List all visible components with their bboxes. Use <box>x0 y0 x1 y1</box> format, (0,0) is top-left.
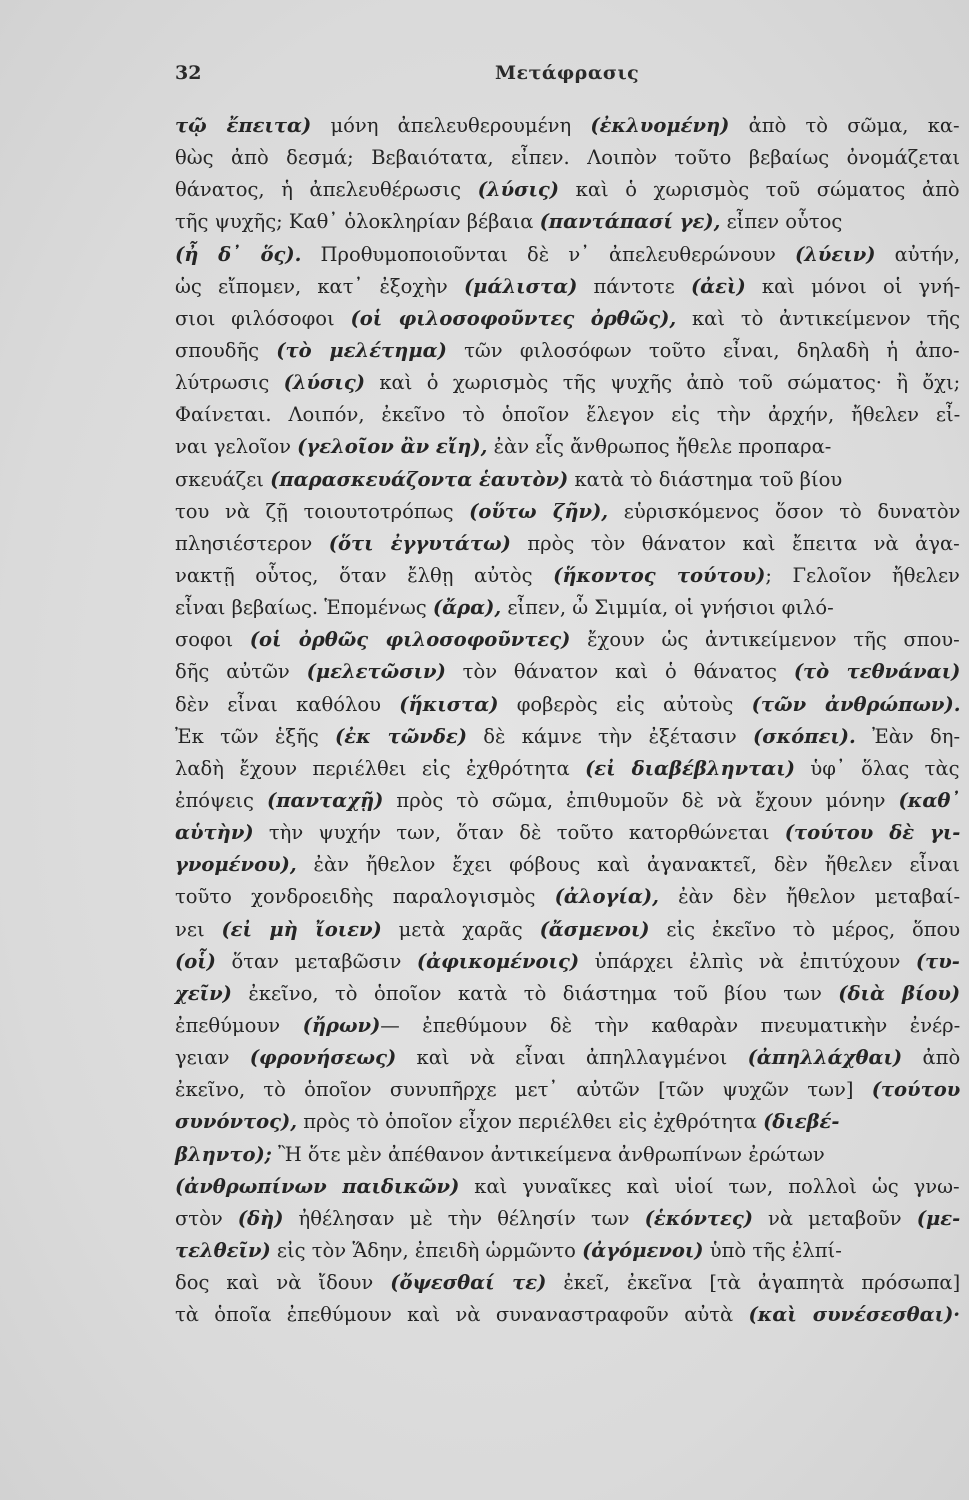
translation-text: ναι γελοῖον <box>175 435 298 459</box>
translation-text: νὰ μεταβοῦν <box>752 1206 917 1230</box>
translation-text: καὶ νὰ εἶναι ἀπηλλαγμένοι <box>396 1046 748 1070</box>
greek-original-term: (καὶ συνέσεσθαι)· <box>748 1303 961 1327</box>
greek-original-term: (διεβέ- <box>763 1110 840 1134</box>
greek-original-term: (μάλιστα) <box>463 274 578 298</box>
greek-original-term: (δὴ) <box>237 1206 284 1230</box>
text-line <box>175 1267 965 1299</box>
text-line <box>175 464 965 496</box>
text-line <box>175 174 965 206</box>
text-line <box>175 303 965 335</box>
translation-text: τῶν φιλοσόφων τοῦτο εἶναι, δηλαδὴ ἡ ἀπο- <box>446 338 960 362</box>
translation-text: τῆς ψυχῆς; Καθ᾽ ὁλοκληρίαν βέβαια <box>175 210 540 234</box>
translation-text: κατὰ τὸ διάστημα τοῦ βίου <box>568 467 843 491</box>
translation-text: Προθυμοποιοῦνται δὲ ν᾽ ἀπελευθερώνουν <box>301 242 795 266</box>
greek-original-term: (τούτου δὲ γι- <box>784 821 961 845</box>
translation-text: καὶ μόνοι οἱ γνή- <box>745 274 961 298</box>
greek-original-term: (ἐκλυομένη) <box>590 114 730 137</box>
greek-original-term: (διὰ βίου) <box>838 981 961 1005</box>
translation-text: ἐὰν δὲν ἤθελον μεταβαί- <box>658 885 961 909</box>
translation-text: ἐπόψεις <box>175 788 267 812</box>
translation-text: ἐκεῖ, ἐκεῖνα [τὰ ἀγαπητὰ πρόσωπα] <box>546 1271 961 1295</box>
text-line <box>175 496 965 528</box>
text-line <box>175 1235 965 1267</box>
translation-text: φοβερὸς εἰς αὐτοὺς <box>498 692 752 716</box>
text-line <box>175 656 965 688</box>
text-line <box>175 946 965 978</box>
text-line <box>175 1299 965 1331</box>
greek-original-term: χεῖν) <box>175 981 232 1005</box>
translation-text: του νὰ ζῇ τοιουτοτρόπως <box>175 499 470 523</box>
greek-original-term: (φρονήσεως) <box>249 1046 397 1070</box>
text-line <box>175 817 965 849</box>
translation-text: τὰ ὁποῖα ἐπεθύμουν καὶ νὰ συναναστραφοῦν αὐτὰ <box>175 1303 749 1327</box>
greek-original-term: τελθεῖν) <box>175 1238 271 1262</box>
translation-text: θάνατος, ἡ ἀπελευθέρωσις <box>175 178 478 202</box>
greek-original-term: (ἀεὶ) <box>690 274 746 298</box>
translation-text: εὑρισκόμενος ὅσον τὸ δυνατὸν <box>608 499 961 523</box>
translation-text: καὶ τὸ ἀντικείμενον τῆς <box>676 306 961 330</box>
text-line <box>175 1042 965 1074</box>
greek-original-term: (ἄρα), <box>432 596 502 620</box>
text-line <box>175 271 965 303</box>
text-line <box>175 624 965 656</box>
text-line <box>175 753 965 785</box>
text-line <box>175 1106 965 1138</box>
translation-text: ἐκεῖνο, τὸ ὁποῖον κατὰ τὸ διάστημα τοῦ βίου των <box>231 981 839 1005</box>
greek-original-term: (ὅτι ἐγγυτάτω) <box>328 531 511 555</box>
greek-original-term: (σκόπει). <box>752 724 856 748</box>
text-line <box>175 528 965 560</box>
greek-original-term: (οἷ) <box>175 949 216 973</box>
text-line <box>175 849 965 881</box>
translation-text: ἐὰν εἷς ἄνθρωπος ἤθελε προπαρα- <box>487 435 832 459</box>
translation-text: Ἐὰν δη- <box>855 724 961 748</box>
translation-text: μόνη ἀπελευθερουμένη <box>311 114 591 137</box>
text-line <box>175 1171 965 1203</box>
translation-text: τὴν ψυχήν των, ὅταν δὲ τοῦτο κατορθώνεται <box>253 821 785 845</box>
translation-text: δὲν εἶναι καθόλου <box>175 692 400 716</box>
translation-text: ἐὰν ἤθελον ἔχει φόβους καὶ ἀγανακτεῖ, δὲν ἤθελεν εἶναι <box>296 853 960 877</box>
greek-original-term: (ἥκοντος τούτου) <box>553 563 766 587</box>
greek-original-term: (οἱ ὀρθῶς φιλοσοφοῦντες) <box>249 628 571 652</box>
translation-text: ἐκεῖνο, τὸ ὁποῖον συνυπῆρχε μετ᾽ αὐτῶν [τῶν ψυχῶν των] <box>175 1078 872 1102</box>
translation-text: καὶ γυναῖκες καὶ υἱοί των, πολλοὶ ὡς γνω- <box>459 1174 960 1198</box>
translation-text: ὑφ᾽ ὅλας τὰς <box>794 756 960 780</box>
text-line <box>175 1203 965 1235</box>
greek-original-term: (εἰ μὴ ἴοιεν) <box>221 917 382 941</box>
body-text <box>175 110 965 1331</box>
greek-original-term: (τούτου <box>871 1078 961 1102</box>
text-line <box>175 721 965 753</box>
text-line <box>175 785 965 817</box>
translation-text: ὑπὸ τῆς ἐλπί- <box>703 1238 842 1262</box>
translation-text: Φαίνεται. Λοιπόν, ἐκεῖνο τὸ ὁποῖον ἔλεγον εἰς τὴν ἀρχήν, ἤθελεν εἶ- <box>175 403 961 427</box>
translation-text: εἶπεν οὗτος <box>720 210 843 234</box>
translation-text: ὡς εἴπομεν, κατ᾽ ἐξοχὴν <box>175 274 464 298</box>
translation-text: δὲ κάμνε τὴν ἐξέτασιν <box>466 724 753 748</box>
greek-original-term: συνόντος), <box>175 1110 297 1134</box>
greek-original-term: (λύσις) <box>477 178 560 202</box>
text-line <box>175 1010 965 1042</box>
text-line <box>175 335 965 367</box>
greek-original-term: (ἥκιστα) <box>399 692 499 716</box>
greek-original-term: (τυ- <box>915 949 960 973</box>
greek-original-term: (ἀλογία), <box>554 885 659 909</box>
translation-text: νει <box>175 917 222 941</box>
translation-text: — ἐπεθύμουν δὲ τὴν καθαρὰν πνευματικὴν ἐνέρ- <box>380 1013 961 1037</box>
greek-original-term: (μελετῶσιν) <box>306 660 446 684</box>
translation-text: ἠθέλησαν μὲ τὴν θέλησίν των <box>283 1206 645 1230</box>
text-line <box>175 431 965 463</box>
greek-original-term: (ἀφικομένοις) <box>416 949 580 973</box>
greek-original-term: αὑτὴν) <box>175 821 254 845</box>
translation-text: στὸν <box>175 1206 238 1230</box>
text-line <box>175 978 965 1010</box>
translation-text: λαδὴ ἔχουν περιέλθει εἰς ἐχθρότητα <box>175 756 586 780</box>
greek-original-term: (ἦ δ᾽ ὅς). <box>175 242 302 266</box>
translation-text: ὅταν μεταβῶσιν <box>215 949 417 973</box>
greek-original-term: (εἰ διαβέβληνται) <box>585 756 795 780</box>
text-line <box>175 239 965 271</box>
translation-text: δος καὶ νὰ ἴδουν <box>175 1271 391 1295</box>
translation-text: γειαν <box>175 1046 250 1070</box>
running-title: Μετάφρασις <box>495 62 640 84</box>
text-line <box>175 367 965 399</box>
translation-text: πρὸς τὸ ὁποῖον εἶχον περιέλθει εἰς ἐχθρότητα <box>297 1110 764 1134</box>
page-header <box>175 62 865 92</box>
translation-text: καὶ ὁ χωρισμὸς τῆς ψυχῆς ἀπὸ τοῦ σώματος· ἢ ὄχι; <box>364 371 961 395</box>
translation-text: εἰς ἐκεῖνο τὸ μέρος, ὅπου <box>649 917 961 941</box>
greek-original-term: (καθ᾽ <box>898 788 961 812</box>
text-line <box>175 560 965 592</box>
translation-text: Ἐκ τῶν ἑξῆς <box>175 724 336 748</box>
translation-text: θὼς ἀπὸ δεσμά; Βεβαιότατα, εἶπεν. Λοιπὸν τοῦτο βεβαίως ὀνομάζεται <box>175 146 961 170</box>
translation-text: πλησιέστερον <box>175 531 329 555</box>
translation-text: ὑπάρχει ἐλπὶς νὰ ἐπιτύχουν <box>579 949 916 973</box>
translation-text: σιοι φιλόσοφοι <box>175 306 351 330</box>
greek-original-term: (οἱ φιλοσοφοῦντες ὀρθῶς), <box>350 306 677 330</box>
greek-original-term: (τὸ τεθνάναι) <box>793 660 961 684</box>
translation-text: νακτῇ οὗτος, ὅταν ἔλθῃ αὐτὸς <box>175 563 554 587</box>
text-line <box>175 399 965 431</box>
translation-text: δῆς αὐτῶν <box>175 660 307 684</box>
greek-original-term: (τὸ μελέτημα) <box>276 338 447 362</box>
text-line <box>175 142 965 174</box>
translation-text: μετὰ χαρᾶς <box>381 917 540 941</box>
text-line <box>175 881 965 913</box>
greek-original-term: (ἐκ τῶνδε) <box>335 724 467 748</box>
greek-original-term: (πανταχῇ) <box>266 788 384 812</box>
translation-text: τὸν θάνατον καὶ ὁ θάνατος <box>445 660 794 684</box>
translation-text: ἔχουν ὡς ἀντικείμενον τῆς σπου- <box>570 628 960 652</box>
translation-text: πρὸς τὸν θάνατον καὶ ἔπειτα νὰ ἀγα- <box>510 531 960 555</box>
translation-text: καὶ ὁ χωρισμὸς τοῦ σώματος ἀπὸ <box>559 178 960 202</box>
text-line <box>175 1074 965 1106</box>
translation-text: λύτρωσις <box>175 371 284 395</box>
greek-original-term: (ἀνθρωπίνων παιδικῶν) <box>175 1174 460 1198</box>
translation-text: τοῦτο χονδροειδὴς παραλογισμὸς <box>175 885 555 909</box>
translation-text: σπουδῆς <box>175 338 277 362</box>
greek-original-term: (ἤρων) <box>302 1013 381 1037</box>
translation-text: ἀπὸ <box>902 1046 961 1070</box>
translation-text: σοφοι <box>175 628 250 652</box>
translation-text: εἶπεν, ὦ Σιμμία, οἱ γνήσιοι φιλό- <box>501 596 834 620</box>
translation-text: εἶναι βεβαίως. Ἑπομένως <box>175 596 433 620</box>
greek-original-term: (γελοῖον ἂν εἴη), <box>297 435 488 459</box>
translation-text: σκευάζει <box>175 467 271 491</box>
translation-text: εἰς τὸν Ἅδην, ἐπειδὴ ὡρμῶντο <box>270 1238 583 1262</box>
text-line <box>175 592 965 624</box>
page-number: 32 <box>175 62 202 84</box>
text-line <box>175 689 965 721</box>
text-line <box>175 1139 965 1171</box>
greek-original-term: (λύειν) <box>795 242 876 266</box>
translation-text: Ἢ ὅτε μὲν ἀπέθανον ἀντικείμενα ἀνθρωπίνων ἐρώτων <box>271 1142 825 1166</box>
greek-original-term: βληντο); <box>175 1142 272 1166</box>
greek-original-term: γνομένου), <box>175 853 297 877</box>
greek-original-term: (τῶν ἀνθρώπων). <box>751 692 961 716</box>
translation-text: πάντοτε <box>577 274 691 298</box>
greek-original-term: (παντάπασί γε), <box>539 210 721 234</box>
greek-original-term: (οὕτω ζῆν), <box>469 499 609 523</box>
translation-text: αὐτήν, <box>875 242 961 266</box>
translation-text: ἀπὸ τὸ σῶμα, κα- <box>729 114 960 137</box>
greek-original-term: (ἀπηλλάχθαι) <box>747 1046 903 1070</box>
greek-original-term: (ὄψεσθαί τε) <box>390 1271 547 1295</box>
greek-original-term: (λύσις) <box>283 371 365 395</box>
greek-original-term: (με- <box>916 1206 961 1230</box>
greek-original-term: (παρασκευάζοντα ἑαυτὸν) <box>270 467 569 491</box>
text-line <box>175 110 965 142</box>
greek-original-term: τῷ ἔπειτα) <box>175 114 312 137</box>
translation-text: ἐπεθύμουν <box>175 1013 303 1037</box>
text-line <box>175 206 965 238</box>
translation-text: πρὸς τὸ σῶμα, ἐπιθυμοῦν δὲ νὰ ἔχουν μόνην <box>383 788 899 812</box>
text-line <box>175 914 965 946</box>
greek-original-term: (ἑκόντες) <box>644 1206 753 1230</box>
greek-original-term: (ἄσμενοι) <box>539 917 650 941</box>
greek-original-term: (ἀγόμενοι) <box>582 1238 704 1262</box>
translation-text: ; Γελοῖον ἤθελεν <box>765 563 960 587</box>
